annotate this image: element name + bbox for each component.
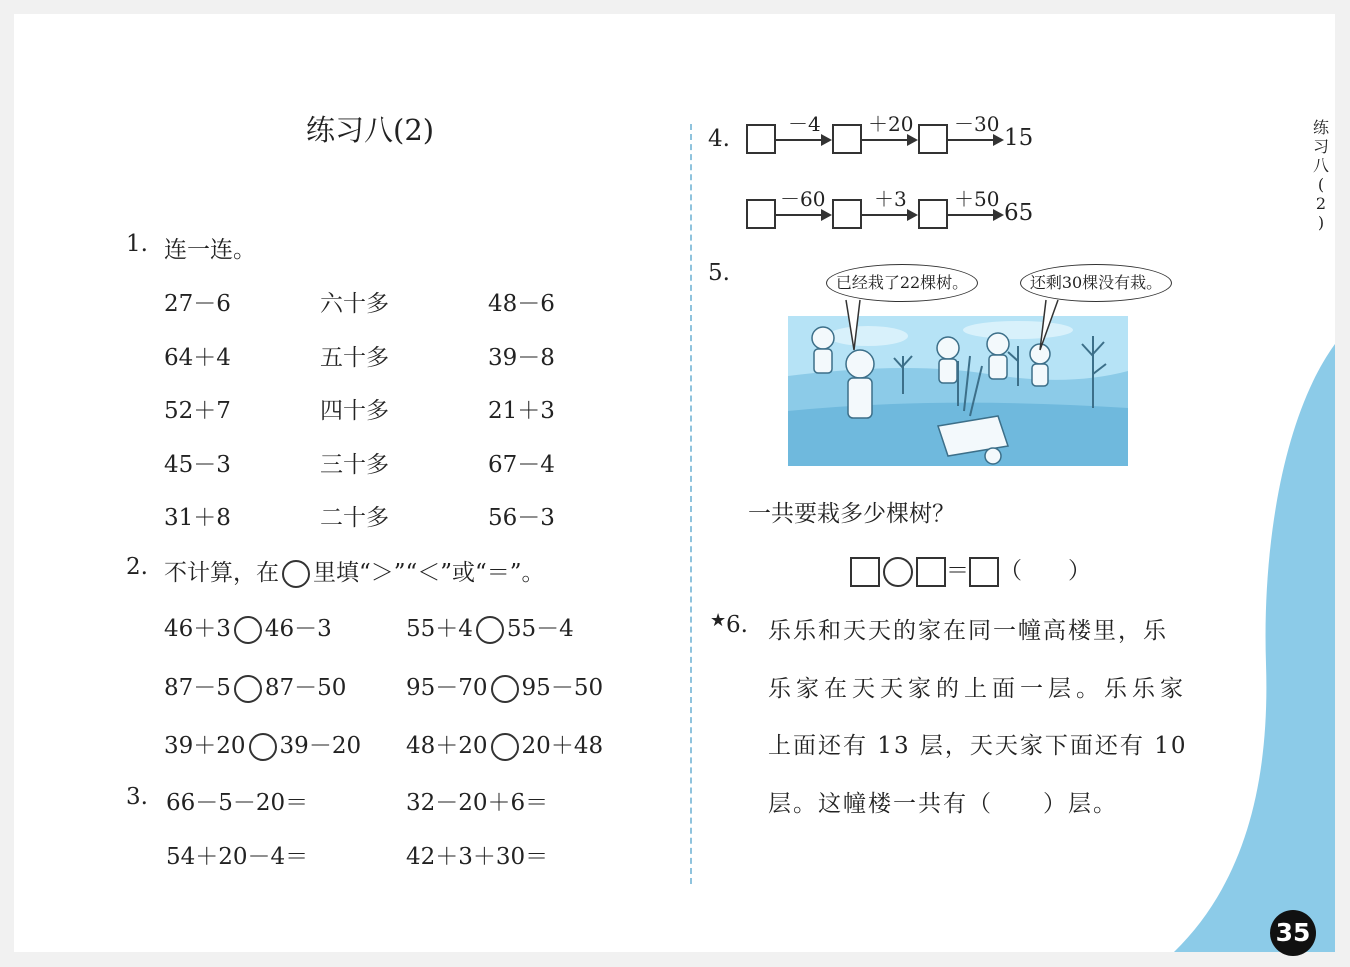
q3-number: 3. xyxy=(126,784,148,810)
answer-box[interactable] xyxy=(746,124,776,154)
answer-circle[interactable] xyxy=(491,675,519,703)
q2-expr: 55＋4 xyxy=(406,616,473,642)
q1-left-item: 45－3 xyxy=(164,452,231,478)
q4-number: 4. xyxy=(708,126,730,152)
chain-result: 15 xyxy=(1004,125,1034,151)
side-tab-char: 2 xyxy=(1315,194,1327,213)
answer-circle[interactable] xyxy=(883,557,913,587)
q2-comparison xyxy=(406,669,603,703)
answer-box[interactable] xyxy=(969,557,999,587)
q5-number: 5. xyxy=(708,260,730,286)
page-number: 35 xyxy=(1270,910,1316,956)
compare-circle-icon xyxy=(282,560,310,588)
page-divider xyxy=(690,124,692,884)
q2-title xyxy=(164,554,545,588)
speech-bubble-text: 已经栽了22棵树。 xyxy=(835,273,969,292)
arrow-icon xyxy=(862,214,916,216)
speech-bubble-tails xyxy=(834,298,1074,354)
arrow-icon xyxy=(948,139,1002,141)
q2-expr: 46＋3 xyxy=(164,616,231,642)
answer-box[interactable] xyxy=(832,199,862,229)
side-tab-char: 习 xyxy=(1312,137,1329,156)
q1-title: 连一连。 xyxy=(164,237,256,263)
arrow-icon xyxy=(776,139,830,141)
q1-left-item: 27－6 xyxy=(164,291,231,317)
q2-comparison xyxy=(406,610,574,644)
challenge-star-icon: ★ xyxy=(710,610,727,631)
arrow-icon xyxy=(776,214,830,216)
q2-expr: 20＋48 xyxy=(521,733,604,759)
q6-text-line: 层。这幢楼一共有（ ）层。 xyxy=(768,791,1118,817)
answer-circle[interactable] xyxy=(234,616,262,644)
q2-expr: 87－5 xyxy=(164,675,231,701)
q1-middle-item: 三十多 xyxy=(320,452,389,478)
q3-expression: 42＋3＋30＝ xyxy=(406,844,549,870)
chain-op: ＋50 xyxy=(954,187,1000,211)
q1-right-item: 56－3 xyxy=(488,505,555,531)
q2-comparison xyxy=(406,727,603,761)
answer-circle[interactable] xyxy=(249,733,277,761)
chain-op: ＋20 xyxy=(868,112,914,136)
q1-right-item: 48－6 xyxy=(488,291,555,317)
speech-bubble-right xyxy=(1020,264,1172,302)
q1-right-item: 67－4 xyxy=(488,452,555,478)
answer-box[interactable] xyxy=(918,199,948,229)
chain-op: ＋3 xyxy=(874,187,907,211)
answer-box[interactable] xyxy=(918,124,948,154)
q2-expr: 46－3 xyxy=(264,616,332,642)
side-tab-char: ) xyxy=(1317,213,1325,232)
arrow-icon xyxy=(862,139,916,141)
answer-box[interactable] xyxy=(850,557,880,587)
q2-number: 2. xyxy=(126,554,148,580)
q2-title-part-a: 不计算，在 xyxy=(164,560,279,586)
unit-blank[interactable]: （ ） xyxy=(999,558,1091,584)
answer-box[interactable] xyxy=(916,557,946,587)
q2-comparison xyxy=(164,727,361,761)
q3-expression: 54＋20－4＝ xyxy=(166,844,309,870)
answer-circle[interactable] xyxy=(234,675,262,703)
q1-middle-item: 六十多 xyxy=(320,291,389,317)
side-tab-char: 练 xyxy=(1312,118,1329,137)
q2-expr: 39－20 xyxy=(279,733,362,759)
chain-result: 65 xyxy=(1004,200,1034,226)
q2-expr: 95－70 xyxy=(406,675,488,701)
side-tab xyxy=(1310,118,1332,232)
answer-circle[interactable] xyxy=(476,616,504,644)
arrow-icon xyxy=(948,214,1002,216)
q2-comparison xyxy=(164,610,332,644)
q5-answer-equation xyxy=(850,552,1091,587)
decorative-wave xyxy=(1174,344,1335,952)
q5-question: 一共要栽多少棵树？ xyxy=(748,501,955,527)
q3-expression: 66－5－20＝ xyxy=(166,790,309,816)
side-tab-char: 八 xyxy=(1312,156,1329,175)
q6-number: 6. xyxy=(726,612,748,638)
q2-expr: 55－4 xyxy=(506,616,574,642)
q6-text-line: 乐乐和天天的家在同一幢高楼里，乐 xyxy=(768,618,1168,644)
chain-op: －30 xyxy=(954,112,1000,136)
q6-text-line: 乐家在天天家的上面一层。乐乐家 xyxy=(768,676,1188,702)
speech-bubble-left xyxy=(826,264,978,302)
speech-bubble-text: 还剩30棵没有栽。 xyxy=(1029,273,1163,292)
q1-number: 1. xyxy=(126,231,148,257)
q6-text-line: 上面还有 13 层，天天家下面还有 10 xyxy=(768,733,1188,759)
q1-right-item: 21＋3 xyxy=(488,398,555,424)
q3-expression: 32－20＋6＝ xyxy=(406,790,549,816)
q1-middle-item: 四十多 xyxy=(320,398,389,424)
q1-left-item: 31＋8 xyxy=(164,505,231,531)
q2-expr: 48＋20 xyxy=(406,733,488,759)
equals-sign: ＝ xyxy=(946,558,969,584)
q2-expr: 95－50 xyxy=(521,675,604,701)
q1-right-item: 39－8 xyxy=(488,345,555,371)
q2-expr: 39＋20 xyxy=(164,733,246,759)
answer-circle[interactable] xyxy=(491,733,519,761)
q1-middle-item: 二十多 xyxy=(320,505,389,531)
q1-middle-item: 五十多 xyxy=(320,345,389,371)
side-tab-char: ( xyxy=(1317,175,1325,194)
page-title: 练习八(2) xyxy=(306,113,435,147)
chain-op: －60 xyxy=(780,187,826,211)
q1-left-item: 64＋4 xyxy=(164,345,231,371)
workbook-page xyxy=(14,14,1335,952)
q2-comparison xyxy=(164,669,346,703)
q2-title-part-b: 里填“＞”“＜”或“＝”。 xyxy=(313,560,545,586)
q2-expr: 87－50 xyxy=(264,675,347,701)
chain-op: －4 xyxy=(788,112,821,136)
answer-box[interactable] xyxy=(746,199,776,229)
answer-box[interactable] xyxy=(832,124,862,154)
q1-left-item: 52＋7 xyxy=(164,398,231,424)
